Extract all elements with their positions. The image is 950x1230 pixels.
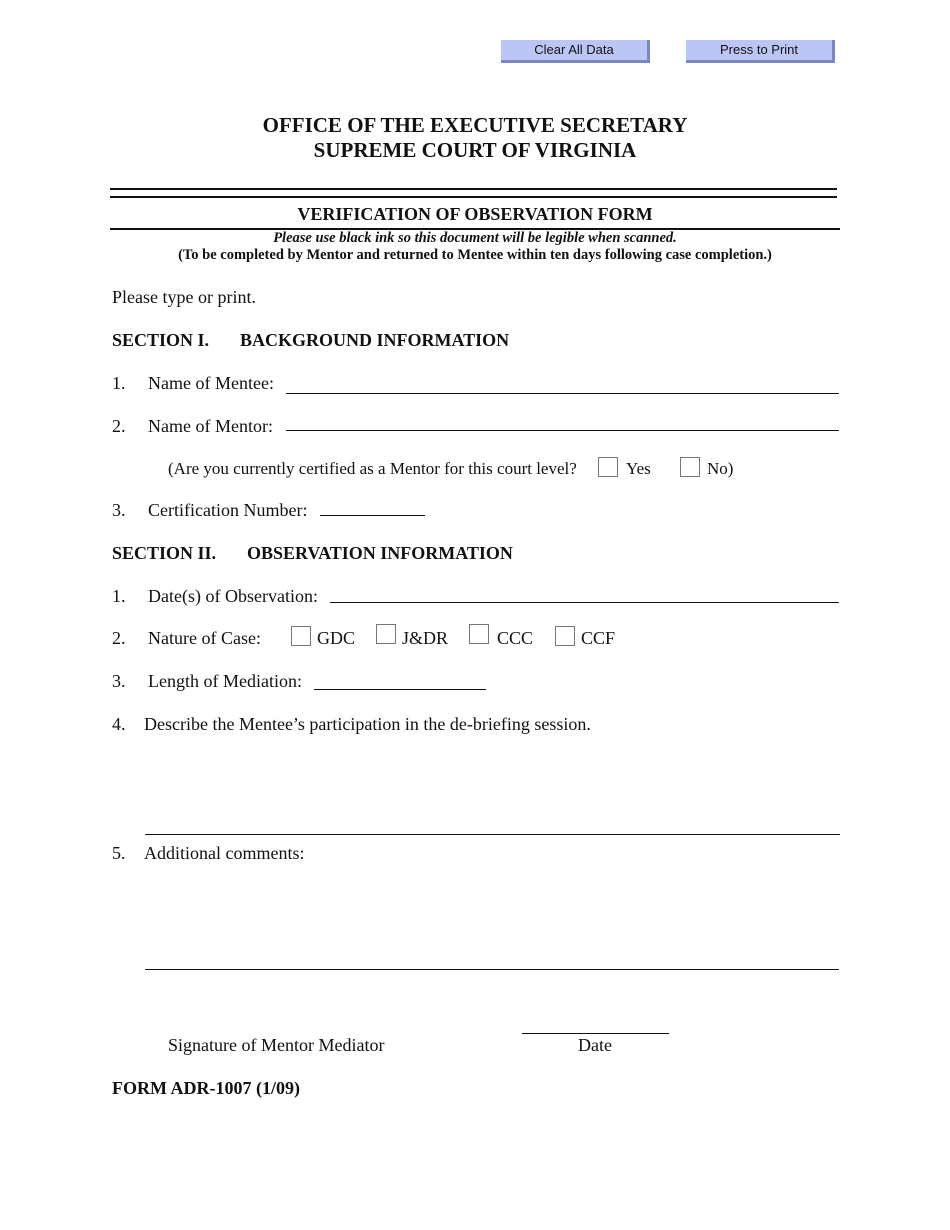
case-type-label: CCC: [497, 628, 534, 648]
section-2-number: SECTION II.: [112, 543, 217, 563]
office-title: OFFICE OF THE EXECUTIVE SECRETARY: [262, 113, 688, 137]
signature-label: Signature of Mentor Mediator: [168, 1035, 385, 1055]
divider-line: [110, 188, 837, 190]
certification-number-label: Certification Number:: [148, 500, 308, 520]
form-title: VERIFICATION OF OBSERVATION FORM: [297, 204, 653, 224]
mentee-name-field[interactable]: [286, 393, 839, 394]
case-type-label: GDC: [317, 628, 356, 648]
no-label: No): [707, 459, 734, 478]
item-number: 3.: [112, 500, 126, 520]
debriefing-field[interactable]: [145, 834, 840, 835]
court-title: SUPREME COURT OF VIRGINIA: [313, 138, 637, 162]
section-1-title: BACKGROUND INFORMATION: [240, 330, 510, 350]
item-number: 4.: [112, 714, 126, 734]
mentor-name-label: Name of Mentor:: [148, 416, 273, 436]
item-number: 5.: [112, 843, 126, 863]
certification-number-field[interactable]: [320, 515, 425, 516]
date-label: Date: [578, 1035, 612, 1055]
section-1-number: SECTION I.: [112, 330, 210, 350]
case-gdc-checkbox[interactable]: [291, 626, 311, 646]
case-type-label: J&DR: [402, 628, 449, 648]
date-field[interactable]: [522, 1033, 669, 1034]
section-2-title: OBSERVATION INFORMATION: [247, 543, 513, 563]
certified-yes-checkbox[interactable]: [598, 457, 618, 477]
divider-line: [110, 196, 837, 198]
case-ccf-checkbox[interactable]: [555, 626, 575, 646]
case-jdr-checkbox[interactable]: [376, 624, 396, 644]
case-ccc-checkbox[interactable]: [469, 624, 489, 644]
observation-date-field[interactable]: [330, 602, 839, 603]
mentor-name-field[interactable]: [286, 430, 839, 431]
completion-instruction: (To be completed by Mentor and returned to Mentee within ten days following case completion.): [178, 247, 772, 263]
form-id: FORM ADR-1007 (1/09): [112, 1078, 300, 1098]
type-or-print-note: Please type or print.: [112, 287, 256, 307]
item-number: 2.: [112, 628, 126, 648]
case-type-label: CCF: [581, 628, 616, 648]
certified-question: (Are you currently certified as a Mentor for this court level?: [168, 459, 577, 478]
additional-comments-field[interactable]: [145, 969, 839, 970]
length-of-mediation-field[interactable]: [314, 689, 486, 690]
item-number: 1.: [112, 373, 126, 393]
item-number: 3.: [112, 671, 126, 691]
length-of-mediation-label: Length of Mediation:: [148, 671, 302, 691]
additional-comments-label: Additional comments:: [144, 843, 305, 863]
nature-of-case-label: Nature of Case:: [148, 628, 261, 648]
yes-label: Yes: [626, 459, 651, 478]
clear-all-data-button[interactable]: Clear All Data: [501, 40, 650, 63]
debriefing-label: Describe the Mentee’s participation in the de-briefing session.: [144, 714, 591, 734]
mentee-name-label: Name of Mentee:: [148, 373, 274, 393]
ink-instruction: Please use black ink so this document will be legible when scanned.: [273, 230, 677, 246]
item-number: 1.: [112, 586, 126, 606]
certified-no-checkbox[interactable]: [680, 457, 700, 477]
item-number: 2.: [112, 416, 126, 436]
press-to-print-button[interactable]: Press to Print: [686, 40, 835, 63]
observation-date-label: Date(s) of Observation:: [148, 586, 318, 606]
